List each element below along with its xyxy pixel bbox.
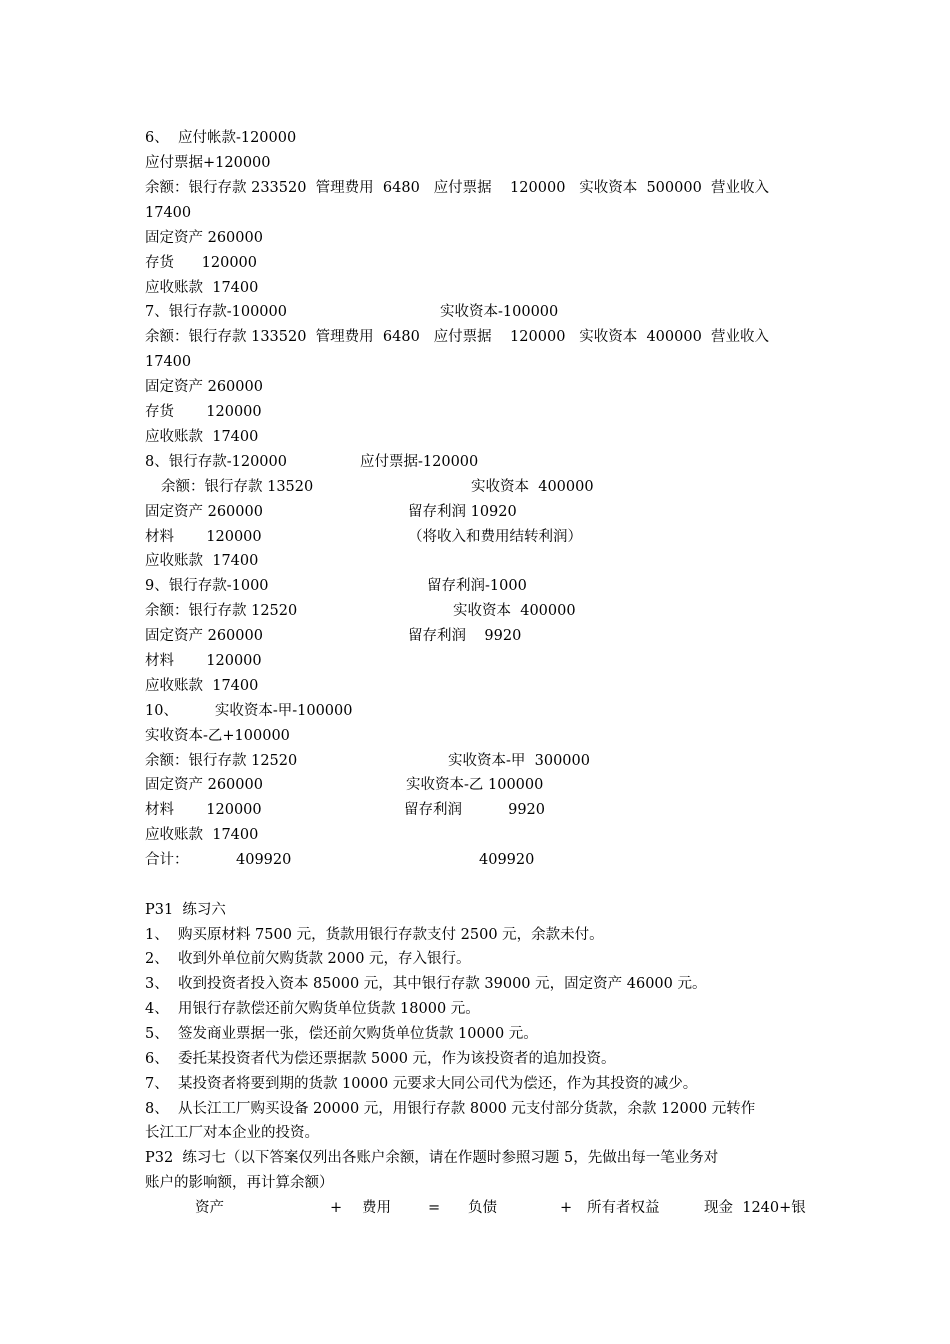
text-segment: 所有者权益 [587, 1200, 660, 1216]
text-segment: （将收入和费用结转利润） [408, 529, 582, 545]
text-segment: 10、 实收资本-甲-100000 [145, 703, 353, 719]
text-segment: 应收账款 17400 [145, 678, 259, 694]
text-segment: 留存利润 9920 [408, 628, 522, 644]
text-segment: 应收账款 17400 [145, 280, 259, 296]
text-segment: 实收资本-100000 [440, 304, 559, 320]
text-segment: 余额：银行存款 13520 [161, 479, 314, 495]
text-segment: 7、银行存款-100000 [145, 304, 287, 320]
text-segment: 固定资产 260000 [145, 628, 263, 644]
text-segment: 6、 应付帐款-120000 [145, 130, 297, 146]
text-segment: 留存利润 9920 [404, 802, 545, 818]
text-segment: 余额：银行存款 133520 管理费用 6480 应付票据 120000 实收资本 400000 营业收入 [145, 329, 770, 345]
text-segment: 应收账款 17400 [145, 553, 259, 569]
text-segment: P32 练习七（以下答案仅列出各账户余额，请在作题时参照习题 5，先做出每一笔业务对 [145, 1150, 719, 1166]
text-segment: 费用 [362, 1200, 391, 1216]
text-segment: 7、 某投资者将要到期的货款 10000 元要求大同公司代为偿还，作为其投资的减少。 [145, 1076, 698, 1092]
text-segment: 409920 [236, 852, 292, 868]
text-segment: P31 练习六 [145, 902, 226, 918]
text-segment: + [330, 1200, 343, 1216]
text-segment: 存货 120000 [145, 404, 262, 420]
text-segment: + [560, 1200, 573, 1216]
text-segment: 长江工厂对本企业的投资。 [145, 1125, 319, 1141]
text-segment: 存货 120000 [145, 255, 258, 271]
text-segment: 9、银行存款-1000 [145, 578, 269, 594]
text-segment: 实收资本-乙+100000 [145, 728, 290, 744]
text-segment: 固定资产 260000 [145, 504, 263, 520]
text-segment: 应收账款 17400 [145, 827, 259, 843]
text-segment: 资产 [195, 1200, 224, 1216]
text-segment: 现金 1240+银 [704, 1200, 806, 1216]
text-segment: 5、 签发商业票据一张，偿还前欠购货单位货款 10000 元。 [145, 1026, 538, 1042]
text-segment: 账户的影响额，再计算余额） [145, 1175, 334, 1191]
text-segment: 8、银行存款-120000 [145, 454, 287, 470]
text-segment: 固定资产 260000 [145, 777, 263, 793]
text-segment: 材料 120000 [145, 529, 262, 545]
text-segment: 实收资本 400000 [453, 603, 576, 619]
text-segment: 17400 [145, 354, 192, 370]
text-segment: 409920 [479, 852, 535, 868]
text-segment: 固定资产 260000 [145, 230, 263, 246]
text-segment: 实收资本 400000 [471, 479, 594, 495]
text-segment: 留存利润 10920 [408, 504, 517, 520]
text-segment: 8、 从长江工厂购买设备 20000 元，用银行存款 8000 元支付部分货款，余款 12000 元转作 [145, 1101, 756, 1117]
text-segment: 余额：银行存款 233520 管理费用 6480 应付票据 120000 实收资本 500000 营业收入 [145, 180, 770, 196]
text-segment: 应付票据+120000 [145, 155, 271, 171]
text-segment: 固定资产 260000 [145, 379, 263, 395]
text-segment: 实收资本-甲 300000 [448, 753, 590, 769]
text-segment: 留存利润-1000 [427, 578, 527, 594]
text-segment: 实收资本-乙 100000 [406, 777, 544, 793]
text-segment: 3、 收到投资者投入资本 85000 元，其中银行存款 39000 元，固定资产 46000 元。 [145, 976, 707, 992]
text-segment: 应付票据-120000 [360, 454, 479, 470]
text-segment: 6、 委托某投资者代为偿还票据款 5000 元，作为该投资者的追加投资。 [145, 1051, 616, 1067]
text-segment: 合计： [145, 852, 189, 868]
text-segment: 2、 收到外单位前欠购货款 2000 元，存入银行。 [145, 951, 471, 967]
text-segment: 材料 120000 [145, 802, 262, 818]
text-segment: 余额：银行存款 12520 [145, 603, 298, 619]
text-segment: = [428, 1200, 441, 1216]
text-segment: 1、 购买原材料 7500 元，货款用银行存款支付 2500 元，余款未付。 [145, 927, 604, 943]
text-segment: 4、 用银行存款偿还前欠购货单位货款 18000 元。 [145, 1001, 480, 1017]
text-segment: 17400 [145, 205, 192, 221]
text-segment: 应收账款 17400 [145, 429, 259, 445]
text-segment: 负债 [468, 1200, 497, 1216]
text-segment: 余额：银行存款 12520 [145, 753, 298, 769]
text-segment: 材料 120000 [145, 653, 262, 669]
